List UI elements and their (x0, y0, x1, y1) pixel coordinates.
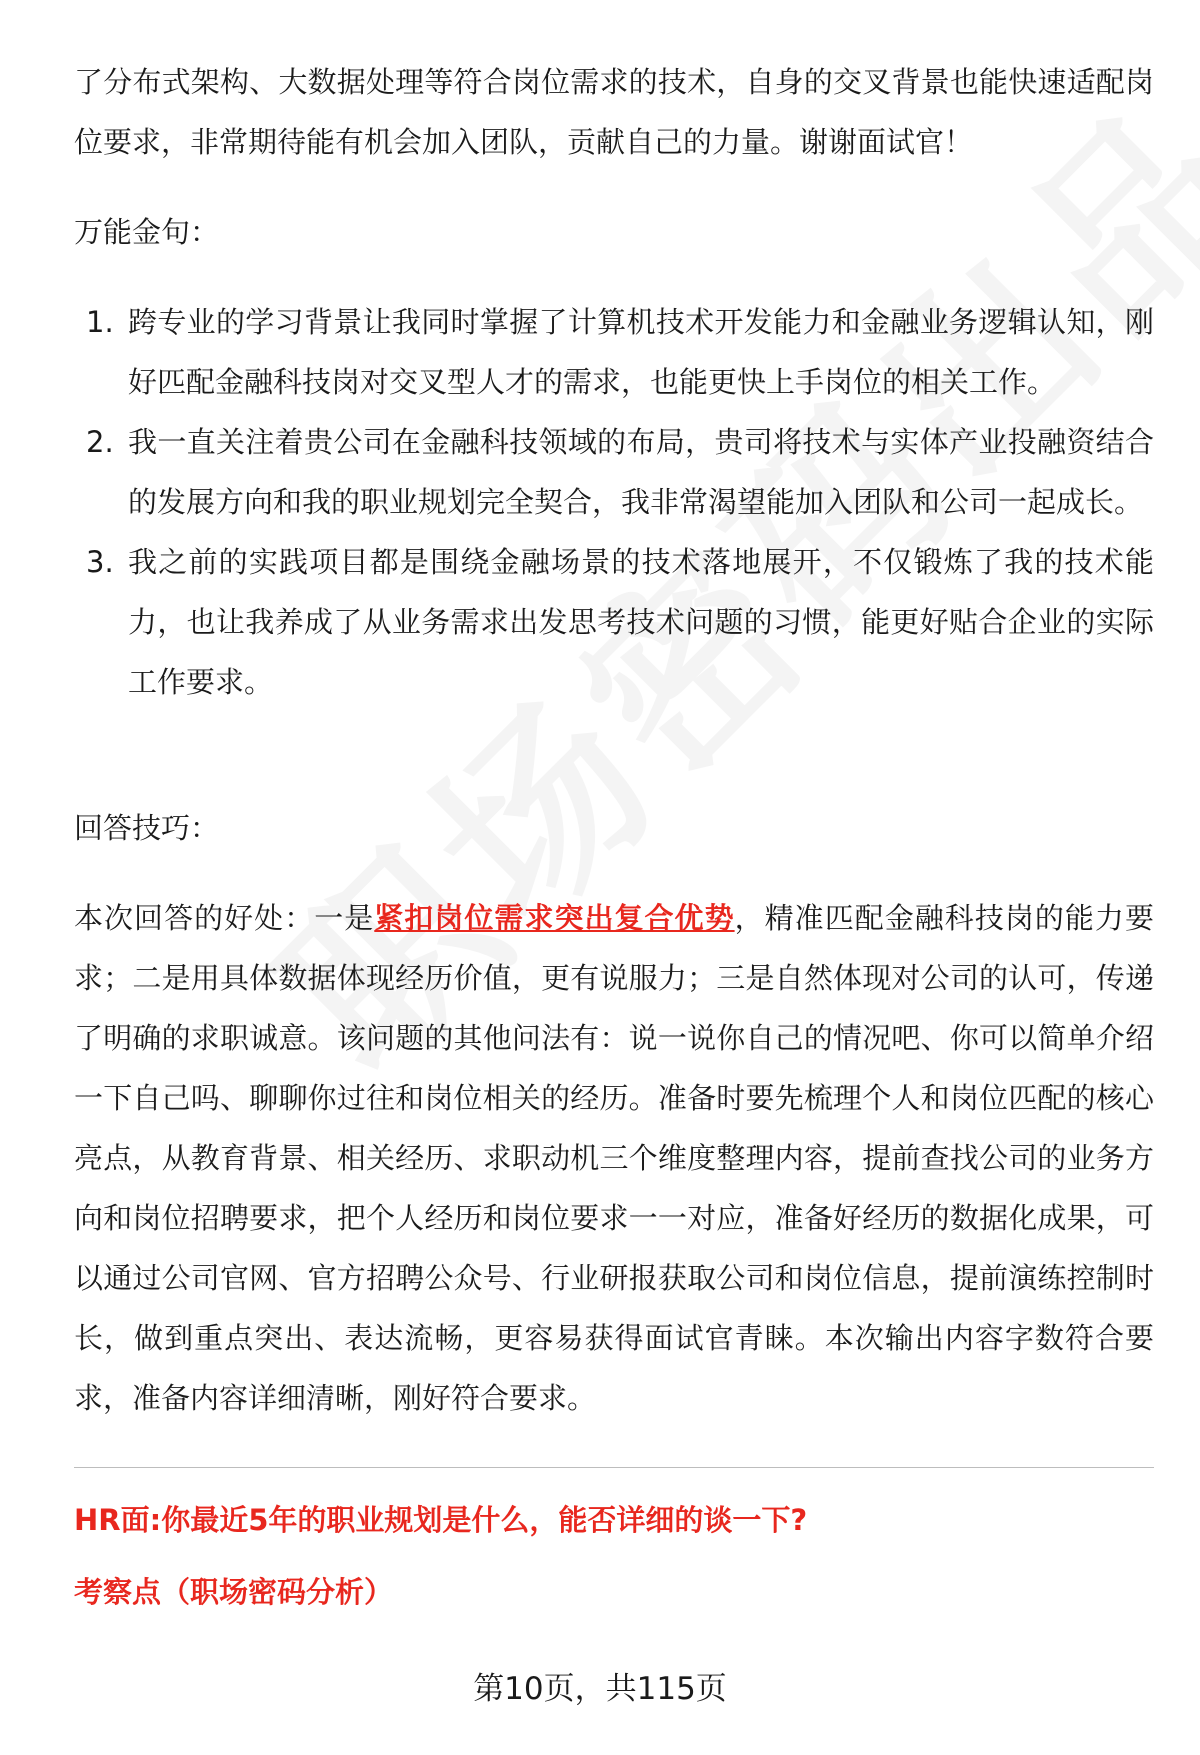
list-item-number: 3. (86, 545, 114, 579)
golden-sentences-heading: 万能金句： (74, 215, 220, 249)
analysis-paragraph (74, 888, 1154, 1428)
hr-question-heading: HR面:你最近5年的职业规划是什么，能否详细的谈一下? (74, 1503, 808, 1537)
golden-sentences-list (74, 292, 1154, 712)
list-item-text: 我一直关注着贵公司在金融科技领域的布局，贵司将技术与实体产业投融资结合的发展方向和我的职业规划完全契合，我非常渴望能加入团队和公司一起成长。 (128, 425, 1154, 519)
list-item-number: 2. (86, 425, 114, 459)
answer-tips-heading: 回答技巧： (74, 811, 220, 845)
intro-paragraph: 了分布式架构、大数据处理等符合岗位需求的技术，自身的交叉背景也能快速适配岗位要求，非常期待能有机会加入团队，贡献自己的力量。谢谢面试官！ (74, 65, 1154, 159)
list-item-number: 1. (86, 305, 114, 339)
list-item-text: 跨专业的学习背景让我同时掌握了计算机技术开发能力和金融业务逻辑认知，刚好匹配金融科技岗对交叉型人才的需求，也能更快上手岗位的相关工作。 (128, 305, 1154, 399)
list-item-text: 我之前的实践项目都是围绕金融场景的技术落地展开，不仅锻炼了我的技术能力，也让我养成了从业务需求出发思考技术问题的习惯，能更好贴合企业的实际工作要求。 (128, 545, 1154, 699)
analysis-suffix: ，精准匹配金融科技岗的能力要求；二是用具体数据体现经历价值，更有说服力；三是自然体现对公司的认可，传递了明确的求职诚意。该问题的其他问法有：说一说你自己的情况吧、你可以简单介绍一下自己吗、聊聊你过往和岗位相关的经历。准备时要先梳理个人和岗位匹配的核心亮点，从教育背景、相关经历、求职动机三个维度整理内容，提前查找公司的业务方向和岗位招聘要求，把个人经历和岗位要求一一对应，准备好经历的数据化成果，可以通过公司官网、官方招聘公众号、行业研报获取公司和岗位信息，提前演练控制时长，做到重点突出、表达流畅，更容易获得面试官青睐。本次输出内容字数符合要求，准备内容详细清晰，刚好符合要求。 (74, 901, 1154, 1415)
analysis-highlight: 紧扣岗位需求突出复合优势 (374, 901, 735, 935)
section-divider (74, 1467, 1154, 1468)
list-item (74, 292, 1154, 412)
page-footer: 第10页，共115页 (473, 1671, 727, 1707)
list-item (74, 532, 1154, 712)
focus-point-heading: 考察点（职场密码分析） (74, 1575, 394, 1609)
analysis-prefix: 本次回答的好处：一是 (74, 901, 375, 935)
list-item (74, 412, 1154, 532)
